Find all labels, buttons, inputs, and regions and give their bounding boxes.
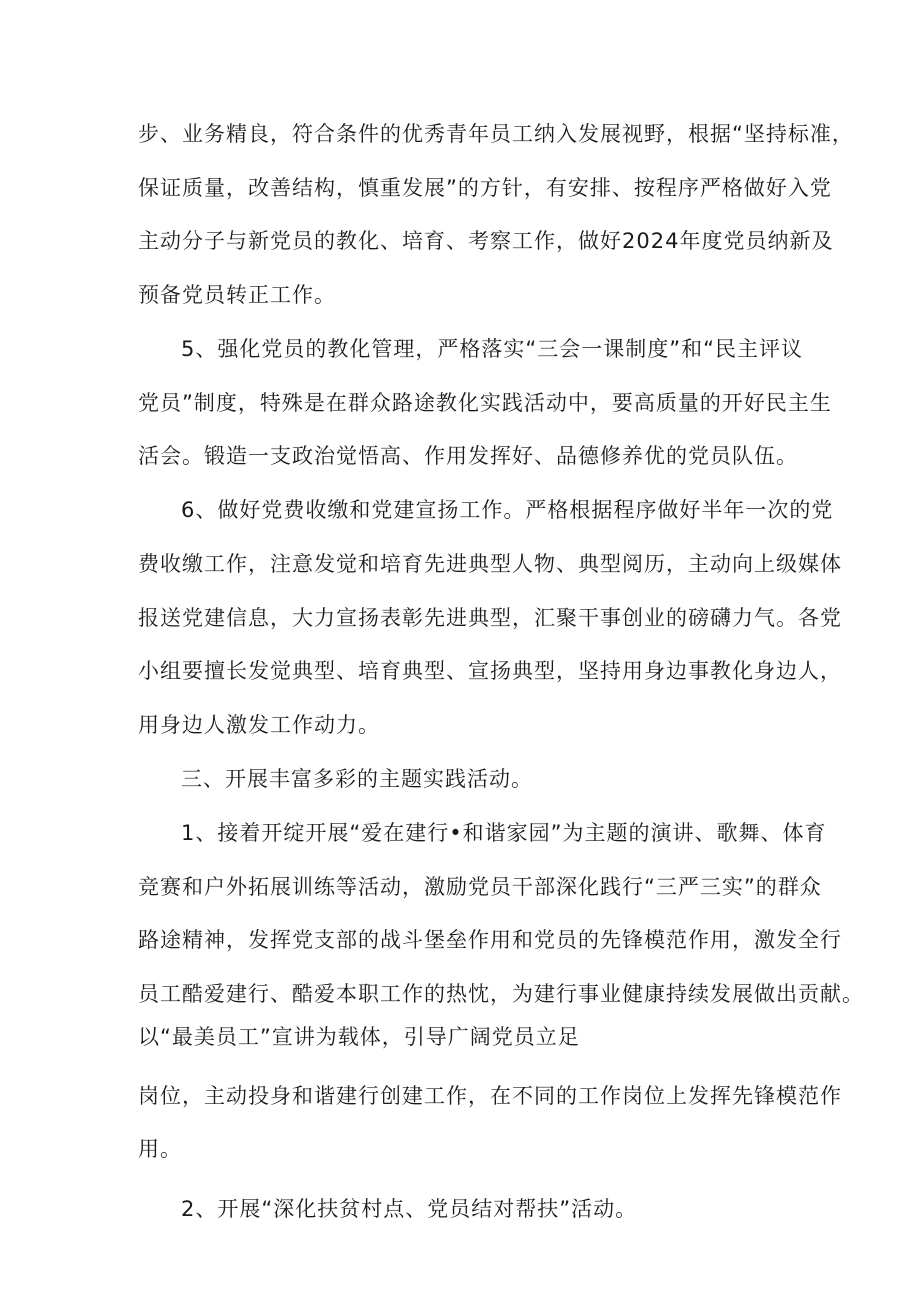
text-line: 以“最美员工”宣讲为载体，引导广阔党员立足 [138, 1025, 580, 1049]
text-line: 步、业务精良，符合条件的优秀青年员工纳入发展视野，根据“坚持标准， [138, 122, 854, 146]
item-2-heading-line: 2、开展“深化扶贫村点、党员结对帮扶”活动。 [181, 1197, 638, 1221]
paragraph-5-heading-line: 5、强化党员的教化管理，严格落实“三会一课制度”和“民主评议 [181, 337, 803, 361]
text-line: 用身边人激发工作动力。 [138, 713, 380, 737]
text-line: 活会。锻造一支政治觉悟高、作用发挥好、品德修养优的党员队伍。 [138, 444, 798, 468]
section-three-heading: 三、开展丰富多彩的主题实践活动。 [181, 767, 533, 791]
text-line: 路途精神，发挥党支部的战斗堡垒作用和党员的先锋模范作用，激发全行 [138, 928, 842, 952]
text-line: 用。 [138, 1137, 182, 1161]
text-line: 党员”制度，特殊是在群众路途教化实践活动中，要高质量的开好民主生 [138, 391, 832, 415]
text-line: 保证质量，改善结构，慎重发展”的方针，有安排、按程序严格做好入党 [138, 176, 832, 200]
text-line: 报送党建信息，大力宣扬表彰先进典型，汇聚干事创业的磅礴力气。各党 [138, 606, 842, 630]
text-line: 预备党员转正工作。 [138, 283, 336, 307]
paragraph-6-heading-line: 6、做好党费收缴和党建宣扬工作。严格根据程序做好半年一次的党 [181, 498, 834, 522]
text-line: 员工酷爱建行、酷爱本职工作的热忱，为建行事业健康持续发展做出贡献。 [138, 982, 864, 1006]
text-line: 小组要擅长发觉典型、培育典型、宣扬典型，坚持用身边事教化身边人， [138, 659, 842, 683]
text-line: 主动分子与新党员的教化、培育、考察工作，做好2024年度党员纳新及 [138, 229, 834, 253]
item-1-heading-line: 1、接着开绽开展“爱在建行•和谐家园”为主题的演讲、歌舞、体育 [181, 821, 827, 845]
text-line: 费收缴工作，注意发觉和培育先进典型人物、典型阅历，主动向上级媒体 [138, 552, 842, 576]
text-line: 岗位，主动投身和谐建行创建工作，在不同的工作岗位上发挥先锋模范作 [138, 1084, 842, 1108]
text-line: 竞赛和户外拓展训练等活动，激励党员干部深化践行“三严三实”的群众 [138, 875, 822, 899]
